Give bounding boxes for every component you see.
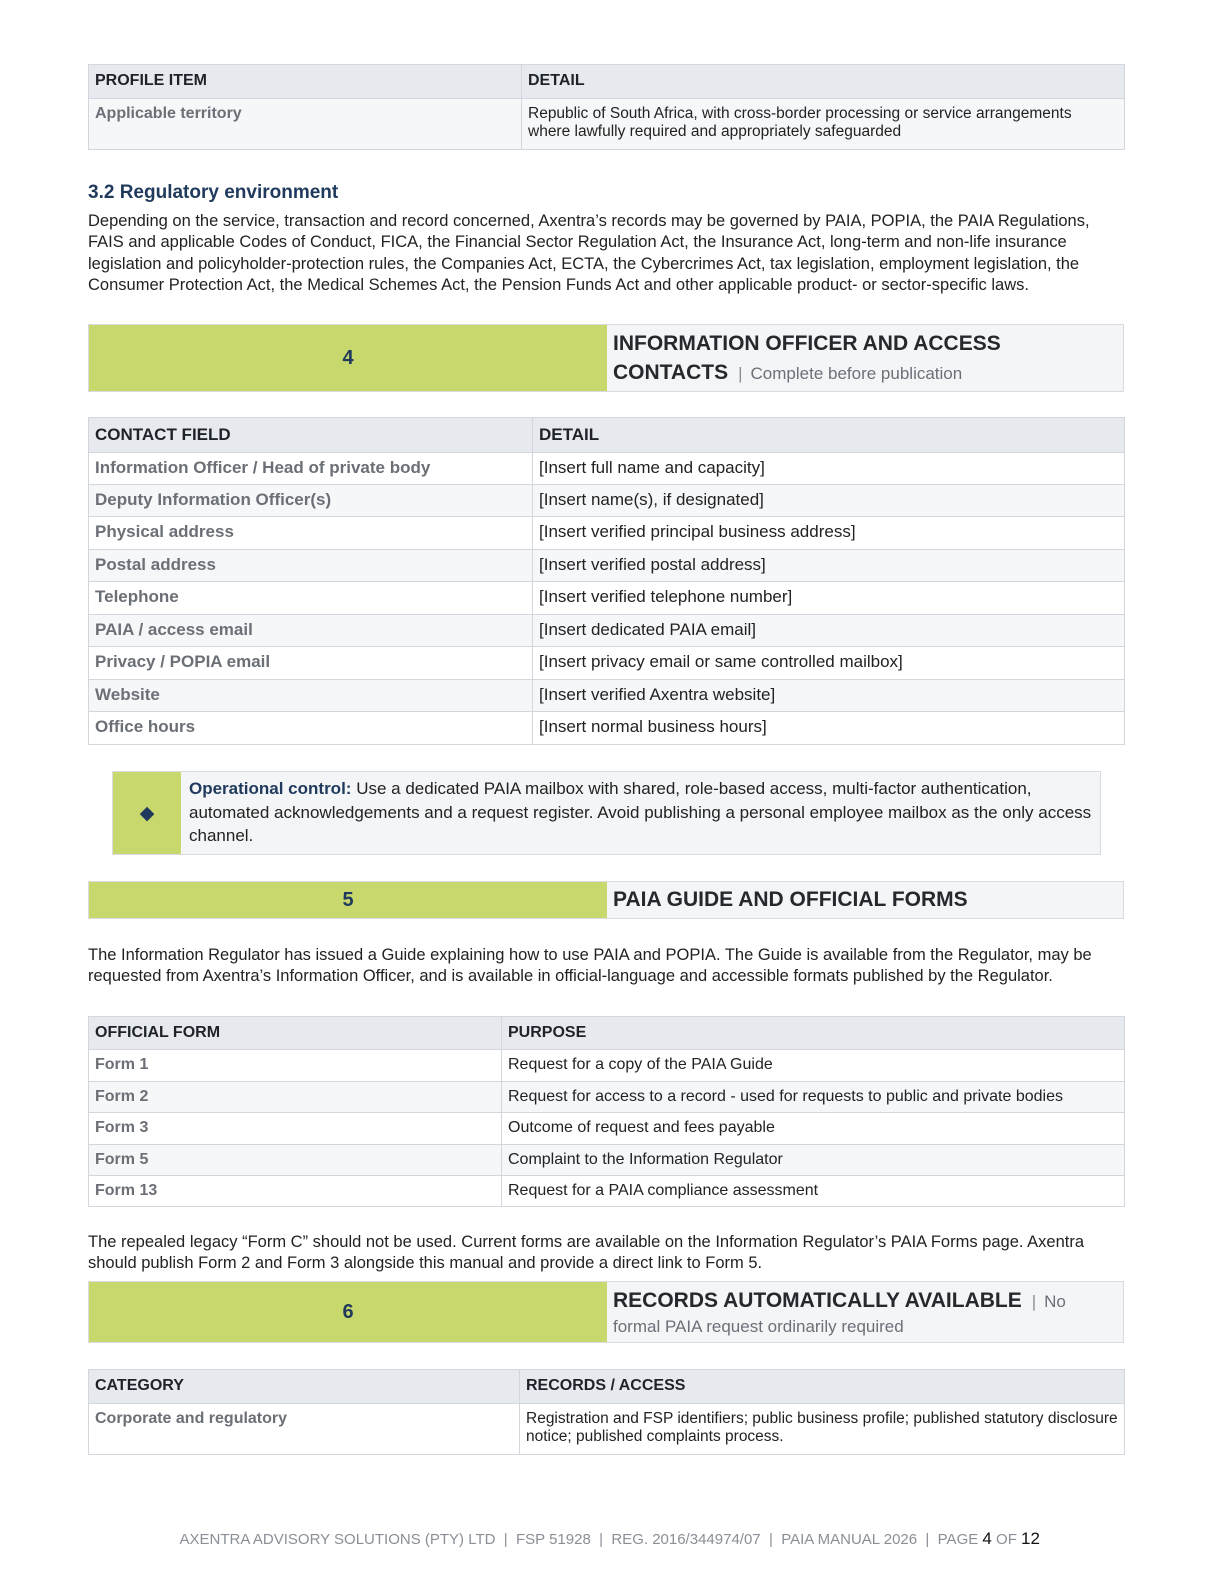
- column-header: CATEGORY: [89, 1370, 520, 1404]
- column-header: DETAIL: [533, 418, 1125, 453]
- section-subtitle: No: [1044, 1292, 1066, 1311]
- page-total: 12: [1021, 1529, 1040, 1548]
- column-header: RECORDS / ACCESS: [520, 1370, 1125, 1404]
- section-subtitle-cont: formal PAIA request ordinarily required: [613, 1317, 904, 1336]
- section-title: RECORDS AUTOMATICALLY AVAILABLE: [613, 1289, 1022, 1312]
- table-header-row: [89, 65, 1125, 99]
- contact-detail: [Insert verified telephone number]: [533, 582, 1125, 615]
- table-row: [89, 517, 1125, 550]
- table-row: [89, 1176, 1125, 1207]
- callout-text: [181, 772, 1100, 854]
- form-name: Form 2: [89, 1082, 502, 1113]
- contact-field: Website: [89, 680, 533, 712]
- column-header: CONTACT FIELD: [89, 418, 533, 453]
- contact-detail: [Insert name(s), if designated]: [533, 485, 1125, 517]
- contact-detail: [Insert privacy email or same controlled mailbox]: [533, 647, 1125, 680]
- section-title-block: [607, 882, 1123, 918]
- form-purpose: Request for access to a record - used for requests to public and private bodies: [502, 1082, 1125, 1113]
- form-purpose: Request for a PAIA compliance assessment: [502, 1176, 1125, 1207]
- table-row: [89, 1082, 1125, 1113]
- page-number: 4: [982, 1529, 992, 1548]
- operational-control-callout: [112, 771, 1101, 855]
- table-header-row: [89, 1370, 1125, 1404]
- table-row: [89, 1404, 1125, 1455]
- table-row: [89, 615, 1125, 647]
- table-row: [89, 485, 1125, 517]
- section-5-banner: [88, 881, 1124, 919]
- table-row: [89, 550, 1125, 582]
- page-footer: [0, 1512, 1212, 1549]
- contact-detail: [Insert verified postal address]: [533, 550, 1125, 582]
- diamond-icon: ◆: [139, 802, 155, 824]
- contact-table: [88, 417, 1125, 745]
- callout-body: Use a dedicated PAIA mailbox with shared, role-based access, multi-factor authentication, automated acknowledgements and a request register. Avoid publishing a personal employee mailbox as the only access channel.: [189, 779, 1092, 845]
- contact-field: Postal address: [89, 550, 533, 582]
- regulatory-paragraph: Depending on the service, transaction and record concerned, Axentra’s records may be governed by PAIA, POPIA, the PAIA Regulations, FAIS and applicable Codes of Conduct, FICA, the Financial Sector Regulation Act, the Insurance Act, long-term and non-life insurance legislation and policyholder-protection rules, the Companies Act, ECTA, the Cybercrimes Act, tax legislation, employment legislation, the Consumer Protection Act, the Medical Schemes Act, the Pension Funds Act and other applicable product- or sector-specific laws.: [88, 212, 1090, 294]
- section-4-banner: [88, 324, 1124, 392]
- section-6-banner: [88, 1281, 1124, 1343]
- section-title-cont: CONTACTS: [613, 361, 729, 384]
- section-title: PAIA GUIDE AND OFFICIAL FORMS: [613, 888, 968, 911]
- section-title-block: [607, 1282, 1123, 1342]
- table-row: [89, 712, 1125, 745]
- record-category: Corporate and regulatory: [89, 1404, 520, 1455]
- table-row: [89, 680, 1125, 712]
- table-row: [89, 1145, 1125, 1176]
- title-separator: |: [1031, 1292, 1037, 1311]
- table-row: [89, 582, 1125, 615]
- form-name: Form 3: [89, 1113, 502, 1145]
- table-row: [89, 1113, 1125, 1145]
- profile-table: [88, 64, 1125, 150]
- table-row: [89, 99, 1125, 150]
- section-title: INFORMATION OFFICER AND ACCESS: [613, 332, 1001, 355]
- record-access: Registration and FSP identifiers; public business profile; published statutory disclosure notice; published complaints process.: [520, 1404, 1125, 1455]
- contact-field: Physical address: [89, 517, 533, 550]
- contact-field: Information Officer / Head of private body: [89, 453, 533, 485]
- callout-marker: [113, 772, 181, 854]
- contact-detail: [Insert verified Axentra website]: [533, 680, 1125, 712]
- section-number: 5: [89, 882, 607, 918]
- column-header: OFFICIAL FORM: [89, 1017, 502, 1050]
- table-row: [89, 647, 1125, 680]
- contact-detail: [Insert full name and capacity]: [533, 453, 1125, 485]
- forms-table: [88, 1016, 1125, 1207]
- section-heading: 3.2 Regulatory environment: [88, 182, 339, 203]
- table-row: [89, 1050, 1125, 1082]
- section-subtitle: Complete before publication: [750, 364, 963, 383]
- section-number: 6: [89, 1282, 607, 1342]
- contact-field: Office hours: [89, 712, 533, 745]
- guide-paragraph: The Information Regulator has issued a Guide explaining how to use PAIA and POPIA. The Guide is available from the Regulator, may be requested from Axentra’s Information Officer, and is available in official-language and accessible formats published by the Regulator.: [88, 946, 1092, 986]
- form-purpose: Request for a copy of the PAIA Guide: [502, 1050, 1125, 1082]
- contact-field: Deputy Information Officer(s): [89, 485, 533, 517]
- profile-detail: Republic of South Africa, with cross-border processing or service arrangements where lawfully required and appropriately safeguarded: [522, 99, 1125, 150]
- table-header-row: [89, 1017, 1125, 1050]
- form-name: Form 1: [89, 1050, 502, 1082]
- section-title-block: [607, 325, 1123, 391]
- contact-detail: [Insert verified principal business address]: [533, 517, 1125, 550]
- page-of: OF: [991, 1531, 1022, 1548]
- form-name: Form 13: [89, 1176, 502, 1207]
- records-table: [88, 1369, 1125, 1455]
- table-header-row: [89, 418, 1125, 453]
- form-name: Form 5: [89, 1145, 502, 1176]
- profile-item: Applicable territory: [89, 99, 522, 150]
- section-number: 4: [89, 325, 607, 391]
- footer-text: AXENTRA ADVISORY SOLUTIONS (PTY) LTD | FSP 51928 | REG. 2016/344974/07 | PAIA MANUAL 2026 | PAGE: [179, 1531, 983, 1548]
- contact-detail: [Insert dedicated PAIA email]: [533, 615, 1125, 647]
- callout-label: Operational control:: [189, 779, 352, 798]
- form-purpose: Outcome of request and fees payable: [502, 1113, 1125, 1145]
- contact-detail: [Insert normal business hours]: [533, 712, 1125, 745]
- table-row: [89, 453, 1125, 485]
- form-purpose: Complaint to the Information Regulator: [502, 1145, 1125, 1176]
- contact-field: Telephone: [89, 582, 533, 615]
- column-header: PROFILE ITEM: [89, 65, 522, 99]
- column-header: DETAIL: [522, 65, 1125, 99]
- contact-field: Privacy / POPIA email: [89, 647, 533, 680]
- forms-note: The repealed legacy “Form C” should not be used. Current forms are available on the Information Regulator’s PAIA Forms page. Axentra should publish Form 2 and Form 3 alongside this manual and provide a direct link to Form 5.: [88, 1233, 1085, 1273]
- column-header: PURPOSE: [502, 1017, 1125, 1050]
- title-separator: |: [738, 364, 743, 383]
- contact-field: PAIA / access email: [89, 615, 533, 647]
